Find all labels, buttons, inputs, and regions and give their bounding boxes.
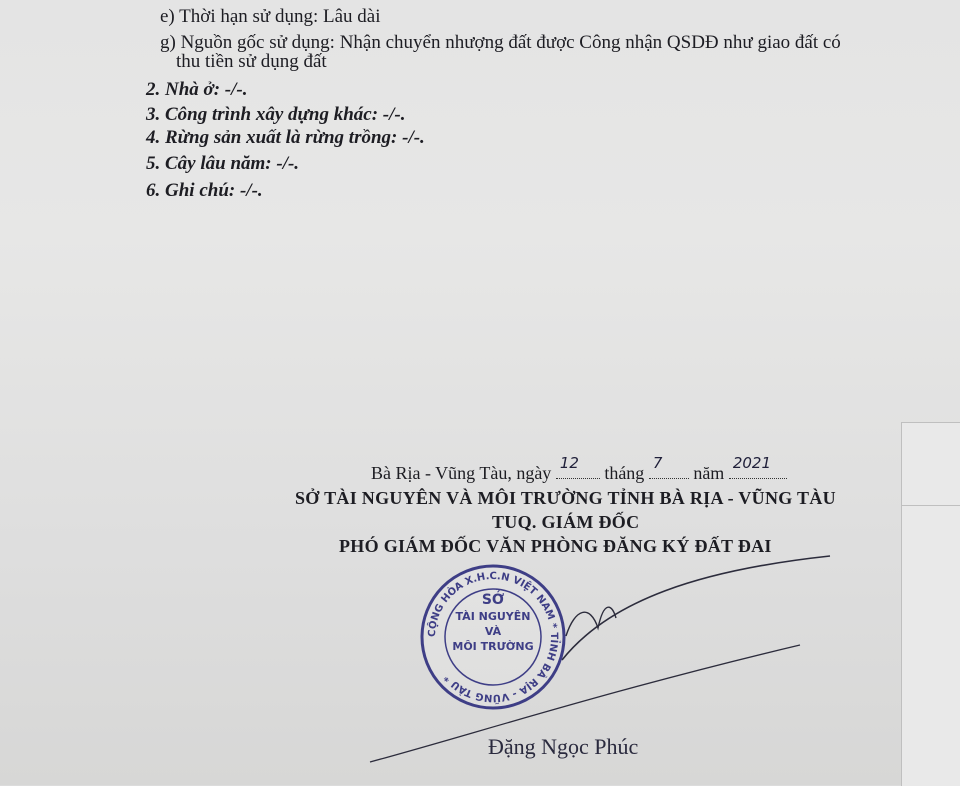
item-house: 2. Nhà ở: -/-. (146, 79, 248, 100)
date-place: Bà Rịa - Vũng Tàu, ngày (371, 463, 552, 483)
item-notes: 6. Ghi chú: -/-. (146, 180, 263, 201)
seal-ring-text: CỘNG HÒA X.H.C.N VIỆT NAM * TỈNH BÀ RỊA - VŨNG TÀU * (426, 570, 560, 704)
month-handwritten: 7 (652, 454, 663, 472)
land-origin-line-1: g) Nguồn gốc sử dụng: Nhận chuyển nhượng đất được Công nhận QSDĐ như giao đất có (160, 32, 841, 53)
official-seal (418, 562, 568, 717)
seal-line-2: TÀI NGUYÊN (455, 610, 531, 623)
year-handwritten: 2021 (732, 454, 771, 472)
seal-line-1: SỞ (481, 592, 505, 608)
item-perennial-trees: 5. Cây lâu năm: -/-. (146, 153, 300, 174)
agency-title: SỞ TÀI NGUYÊN VÀ MÔI TRƯỜNG TỈNH BÀ RỊA - VŨNG TÀU (295, 488, 836, 508)
year-label: năm (693, 463, 725, 483)
month-label: tháng (604, 463, 645, 483)
item-other-construction: 3. Công trình xây dựng khác: -/-. (146, 104, 406, 125)
deputy-director-title: PHÓ GIÁM ĐỐC VĂN PHÒNG ĐĂNG KÝ ĐẤT ĐAI (339, 536, 772, 556)
seal-line-4: MÔI TRƯỜNG (452, 640, 534, 653)
land-origin-line-2: thu tiền sử dụng đất (176, 51, 327, 72)
signer-name: Đặng Ngọc Phúc (488, 734, 639, 759)
item-planted-forest: 4. Rừng sản xuất là rừng trồng: -/-. (146, 127, 425, 148)
seal-line-3: VÀ (484, 625, 502, 638)
day-handwritten: 12 (559, 454, 579, 472)
on-behalf-title: TUQ. GIÁM ĐỐC (492, 512, 640, 532)
usage-term: e) Thời hạn sử dụng: Lâu dài (160, 6, 381, 27)
